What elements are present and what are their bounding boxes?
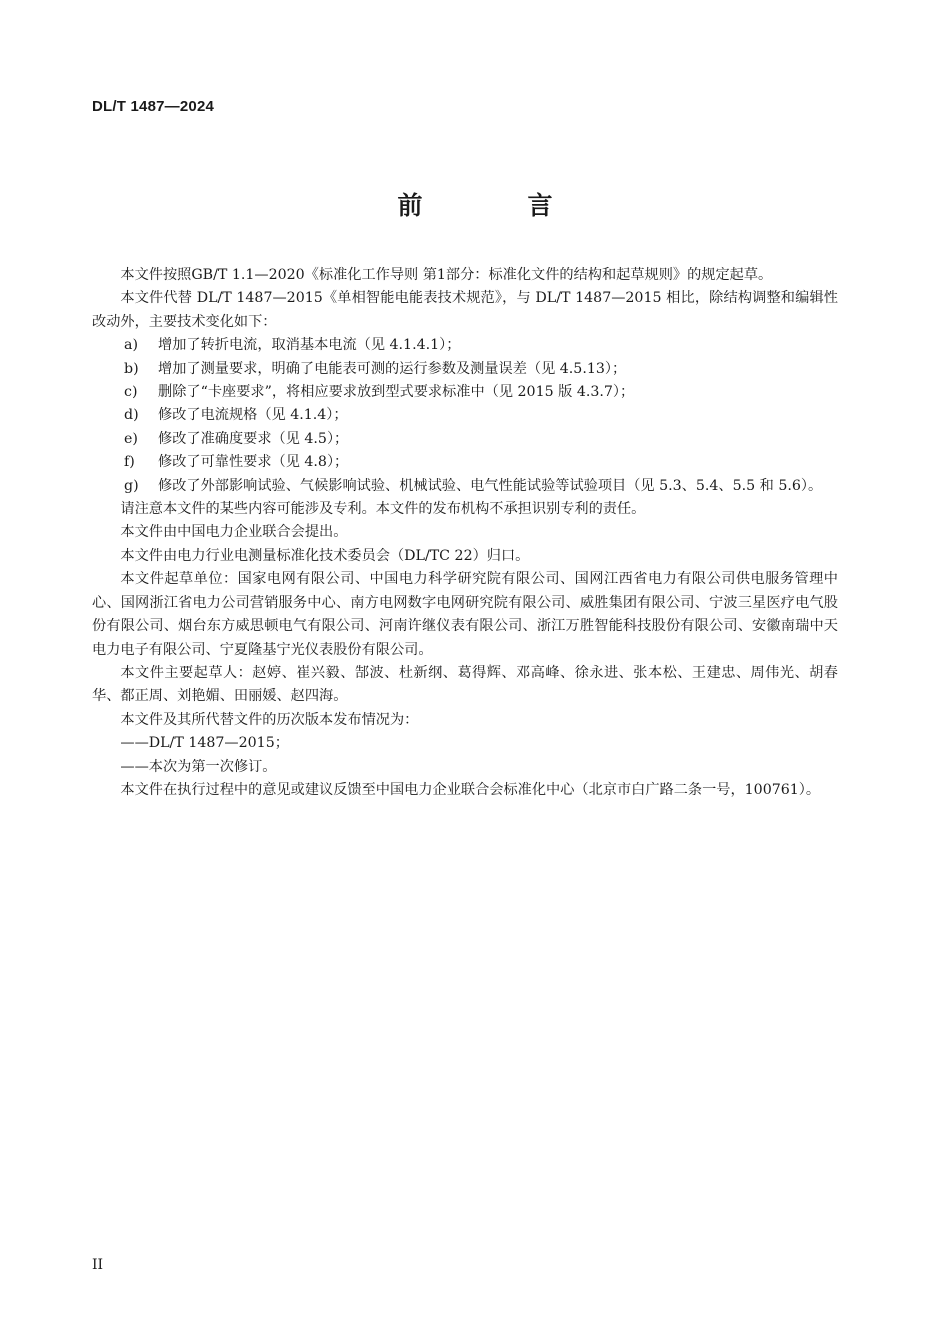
paragraph-version-history: 本文件及其所代替文件的历次版本发布情况为： — [120, 711, 419, 728]
foreword-body — [92, 264, 838, 802]
paragraph-replacement: 本文件代替 DL/T 1487—2015《单相智能电能表技术规范》，与 DL/T 1487—2015 相比，除结构调整和编辑性改动外，主要技术变化如下： — [92, 290, 838, 330]
list-text: 增加了转折电流，取消基本电流（见 4.1.4.1）； — [158, 337, 461, 354]
list-text: 修改了可靠性要求（见 4.8）； — [158, 454, 349, 471]
paragraph-proposer: 本文件由中国电力企业联合会提出。 — [120, 524, 348, 541]
list-marker: c) — [124, 384, 138, 401]
list-marker: e) — [124, 430, 138, 447]
technical-changes-list — [92, 334, 838, 498]
list-item — [92, 381, 838, 404]
history-item: ——DL/T 1487—2015； — [120, 735, 289, 752]
paragraph-feedback: 本文件在执行过程中的意见或建议反馈至中国电力企业联合会标准化中心（北京市白广路二条一号，100761）。 — [120, 781, 821, 798]
list-item — [92, 451, 838, 474]
list-item — [92, 334, 838, 357]
list-item — [92, 358, 838, 381]
list-text: 修改了外部影响试验、气候影响试验、机械试验、电气性能试验等试验项目（见 5.3、5.4、5.5 和 5.6）。 — [158, 477, 823, 494]
list-marker: f) — [124, 454, 135, 471]
document-code: DL/T 1487—2024 — [92, 98, 215, 115]
page-number: II — [92, 1257, 104, 1273]
list-text: 修改了准确度要求（见 4.5）； — [158, 430, 349, 447]
paragraph-drafters: 本文件主要起草人：赵婷、崔兴毅、郜波、杜新纲、葛得辉、邓高峰、徐永进、张本松、王建忠、周伟光、胡春华、都正周、刘艳媚、田丽媛、赵四海。 — [92, 664, 838, 705]
list-marker: a) — [124, 337, 138, 354]
list-text: 修改了电流规格（见 4.1.4）； — [158, 407, 348, 424]
list-text: 增加了测量要求，明确了电能表可测的运行参数及测量误差（见 4.5.13）； — [158, 360, 627, 377]
list-marker: b) — [124, 360, 139, 377]
list-marker: g) — [124, 477, 139, 494]
list-item — [92, 404, 838, 427]
paragraph-patent-notice: 请注意本文件的某些内容可能涉及专利。本文件的发布机构不承担识别专利的责任。 — [120, 501, 646, 518]
list-text: 删除了“卡座要求”，将相应要求放到型式要求标准中（见 2015 版 4.3.7）； — [158, 384, 635, 401]
paragraph-drafting-units: 本文件起草单位：国家电网有限公司、中国电力科学研究院有限公司、国网江西省电力有限公司供电服务管理中心、国网浙江省电力公司营销服务中心、南方电网数字电网研究院有限公司、威胜集团有限公司、宁波三星医疗电气股份有限公司、烟台东方威思顿电气有限公司、河南许继仪表有限公司、浙江万胜智能科技股份有限公司、安徽南瑞中天电力电子有限公司、宁夏隆基宁光仪表股份有限公司。 — [92, 571, 838, 658]
list-item — [92, 475, 838, 498]
list-marker: d) — [124, 407, 139, 424]
paragraph-drafting-rules: 本文件按照GB/T 1.1—2020《标准化工作导则 第1部分：标准化文件的结构和起草规则》的规定起草。 — [120, 267, 773, 283]
page-title: 前 言 — [397, 191, 593, 220]
history-item: ——本次为第一次修订。 — [120, 758, 277, 775]
paragraph-committee: 本文件由电力行业电测量标准化技术委员会（DL/TC 22）归口。 — [120, 547, 530, 564]
list-item — [92, 428, 838, 451]
